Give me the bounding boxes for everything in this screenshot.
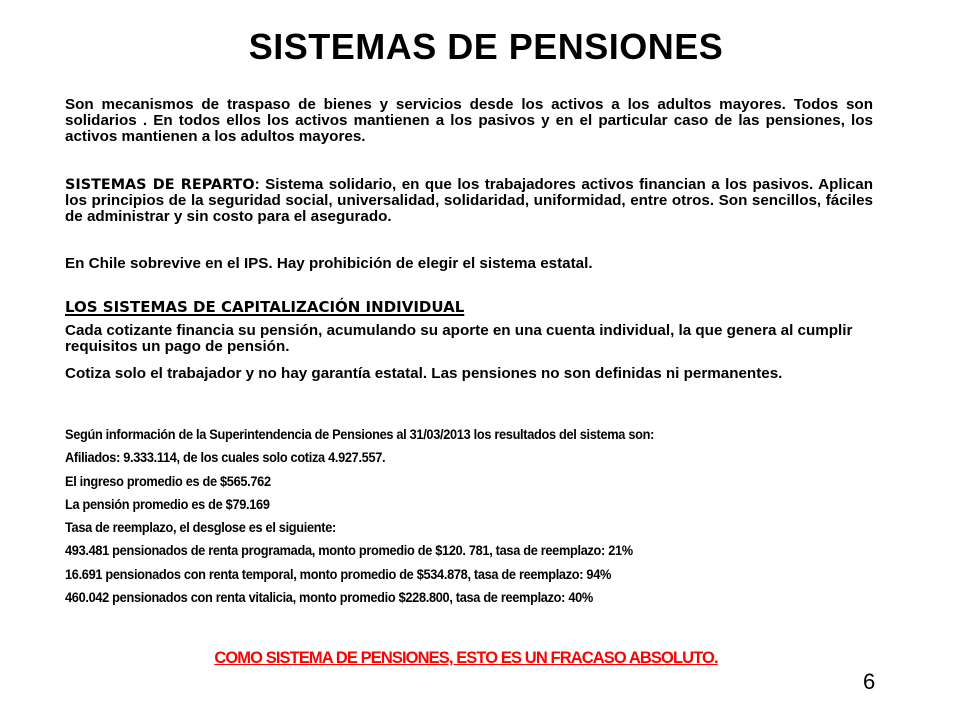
stats-intro-line: Según información de la Superintendencia de Pensiones al 31/03/2013 los resultados del sistema son: — [65, 427, 655, 443]
statistics-list — [65, 424, 885, 610]
capitalizacion-paragraph-1: Cada cotizante financia su pensión, acumulando su aporte en una cuenta individual, la que genera al cumplir requisitos un pago de pensión. — [65, 322, 853, 355]
stats-pension-line: La pensión promedio es de $79.169 — [65, 496, 270, 513]
chile-paragraph: En Chile sobrevive en el IPS. Hay prohibición de elegir el sistema estatal. — [65, 255, 593, 272]
stats-tasa-line: Tasa de reemplazo, el desglose es el siguiente: — [65, 520, 336, 537]
stats-renta-vitalicia-line: 460.042 pensionados con renta vitalicia, monto promedio $228.800, tasa de reemplazo: 40% — [65, 590, 593, 607]
reparto-heading: SISTEMAS DE REPARTO — [65, 177, 255, 193]
conclusion-text: COMO SISTEMA DE PENSIONES, ESTO ES UN FRACASO ABSOLUTO. — [214, 649, 718, 667]
intro-paragraph: Son mecanismos de traspaso de bienes y servicios desde los activos a los adultos mayores. Todos son solidarios . En todos ellos los activos mantienen a los pasivos y en el particular caso de las pensiones, los activos mantienen a los adultos mayores. — [65, 96, 873, 145]
reparto-paragraph — [65, 177, 873, 225]
slide-title: SISTEMAS DE PENSIONES — [248, 26, 724, 67]
stats-renta-temporal-line: 16.691 pensionados con renta temporal, monto promedio de $534.878, tasa de reemplazo: 94% — [65, 566, 612, 583]
reparto-text: : Sistema solidario, en que los trabajadores activos financian a los pasivos. Aplican los principios de la seguridad social, universalidad, solidaridad, uniformidad, entre otros. Son sencillos, fáciles de administrar y sin costo para el asegurado. — [65, 176, 873, 225]
capitalizacion-heading: LOS SISTEMAS DE CAPITALIZACIÓN INDIVIDUAL — [65, 298, 465, 316]
page-number: 6 — [863, 669, 876, 694]
stats-ingreso-line: El ingreso promedio es de $565.762 — [65, 473, 271, 490]
stats-afiliados-line: Afiliados: 9.333.114, de los cuales solo cotiza 4.927.557. — [65, 450, 386, 467]
capitalizacion-paragraph-2: Cotiza solo el trabajador y no hay garantía estatal. Las pensiones no son definidas ni permanentes. — [65, 365, 783, 382]
stats-renta-programada-line: 493.481 pensionados de renta programada, monto promedio de $120. 781, tasa de reemplazo: 21% — [65, 543, 633, 560]
